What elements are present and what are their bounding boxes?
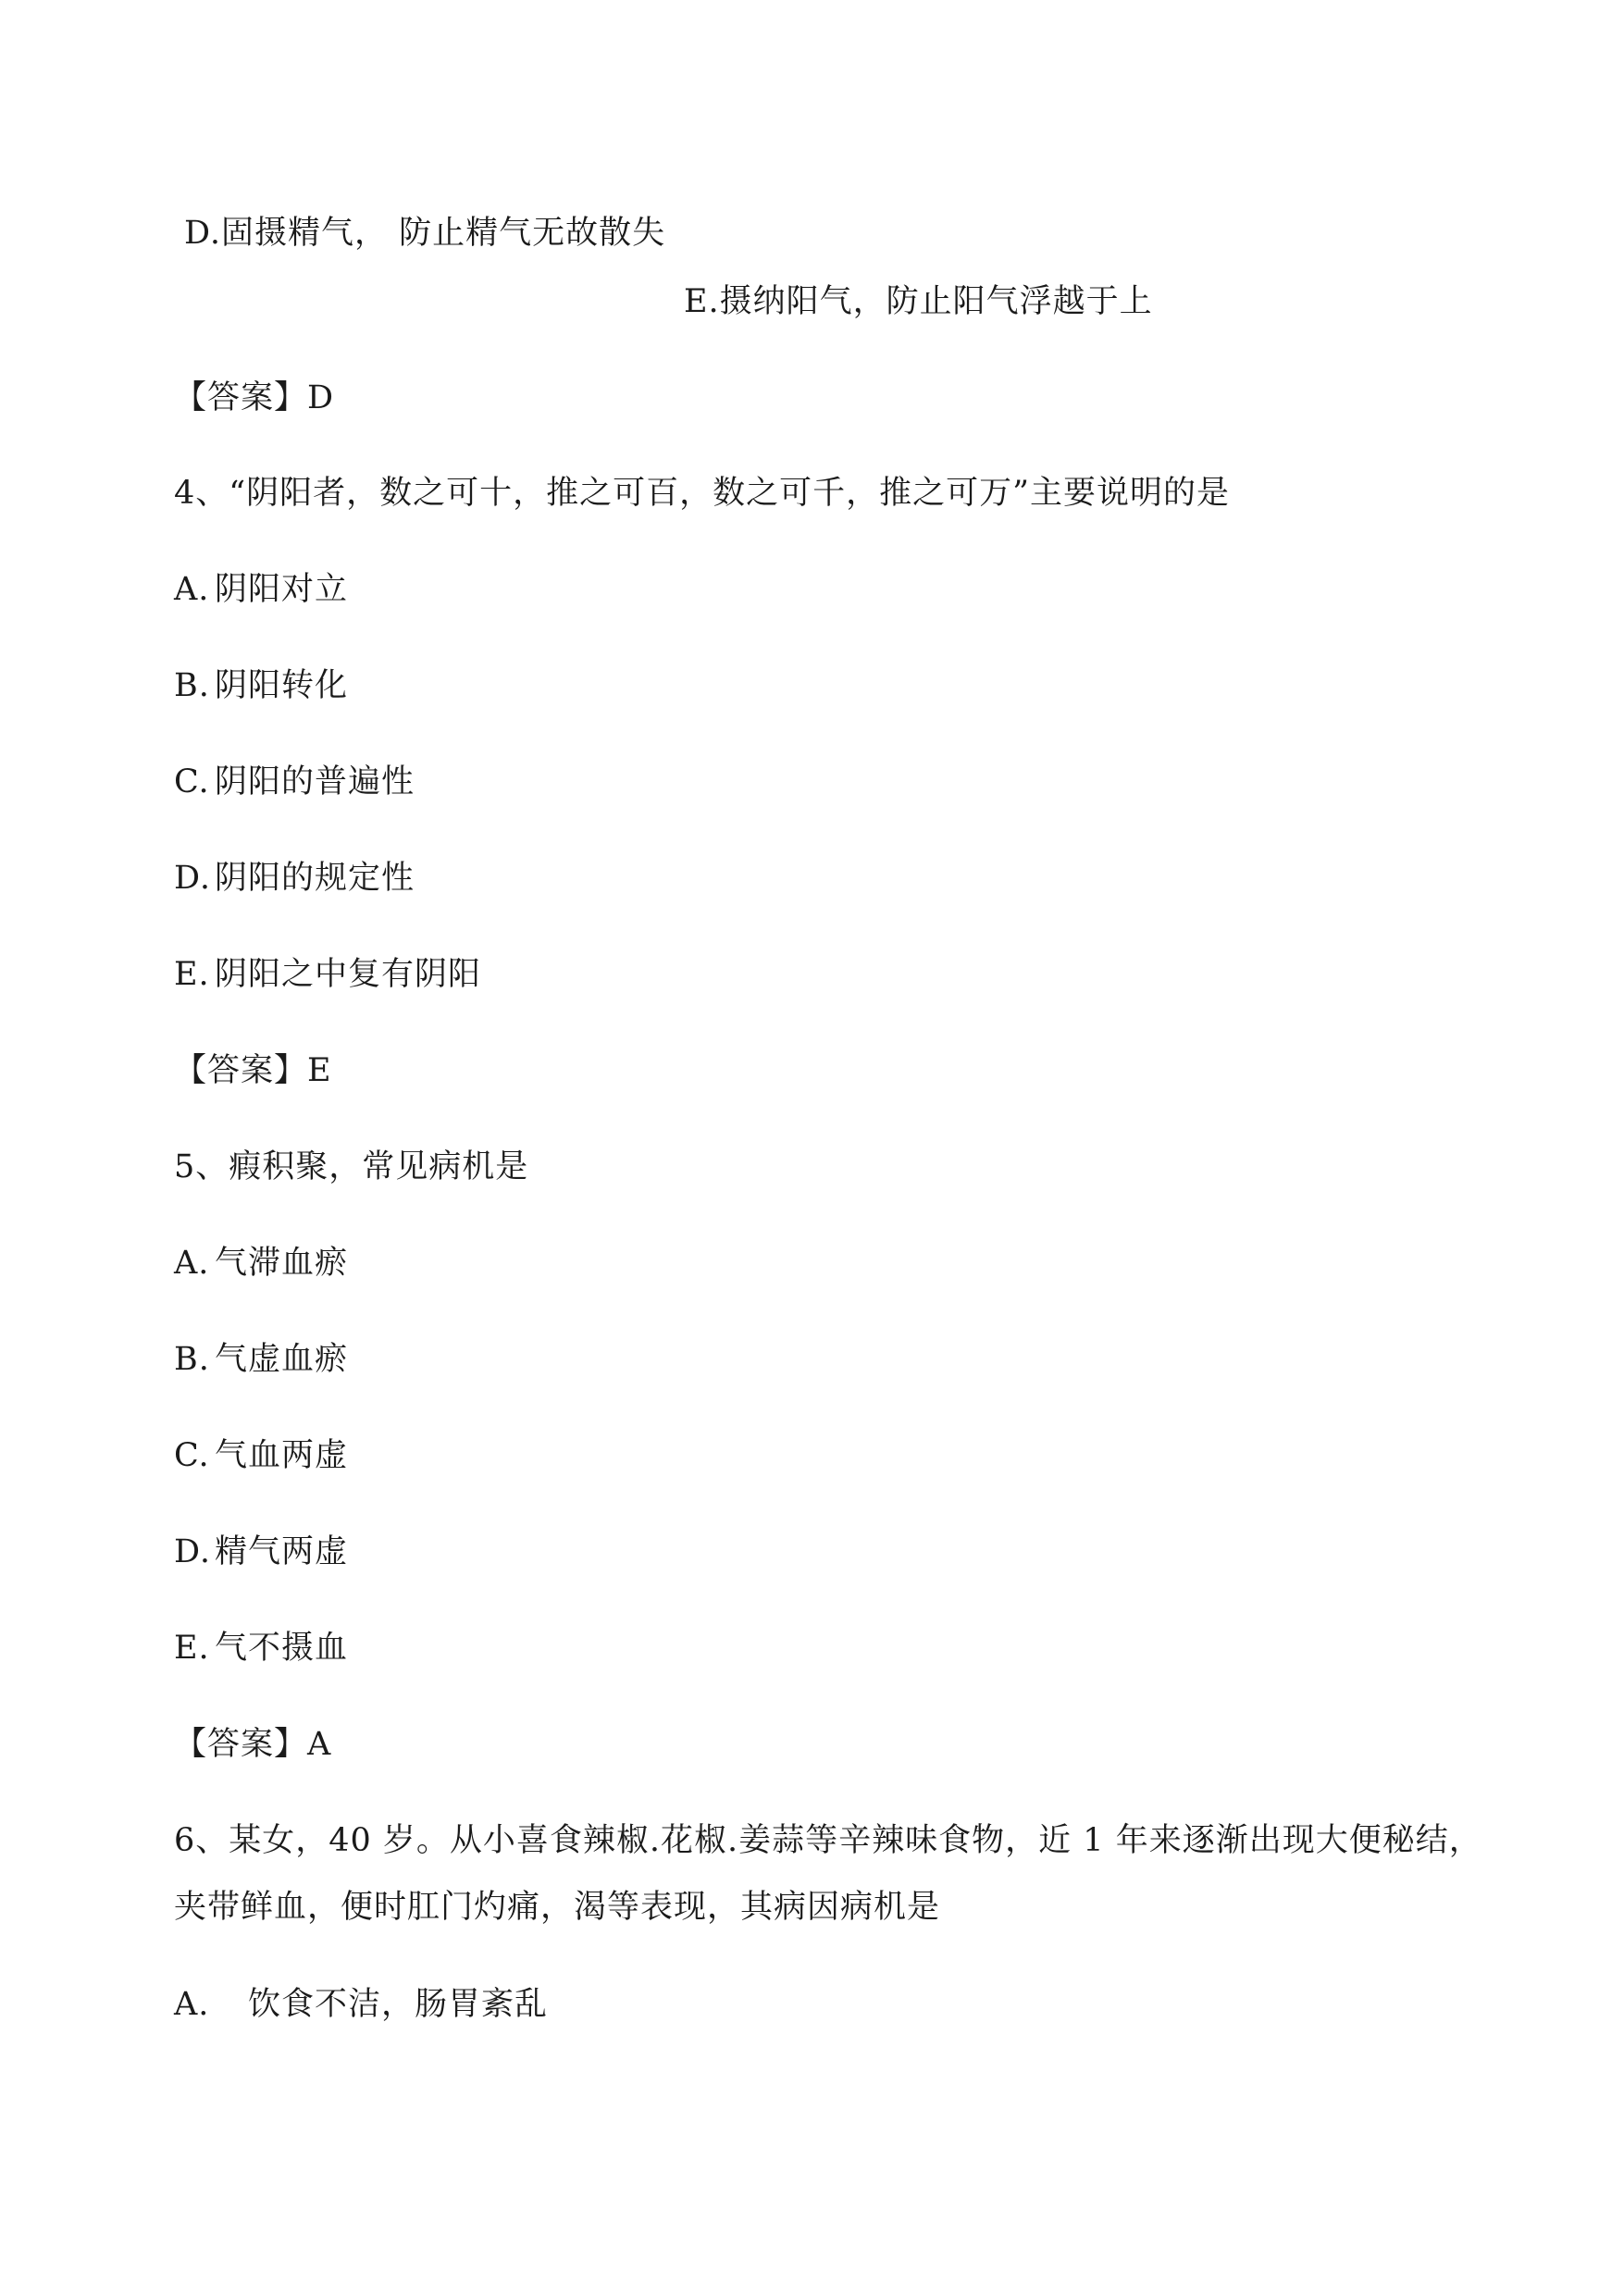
- option-text: 阴阳的普遍性: [215, 763, 415, 800]
- option-letter: C.: [174, 1437, 210, 1474]
- q5-option-a: [174, 1244, 348, 1283]
- option-text: 饮食不洁，肠胃紊乱: [248, 1986, 549, 2023]
- q5-option-c: [174, 1436, 348, 1475]
- option-letter: A.: [174, 571, 210, 608]
- q4-answer: 【答案】E: [174, 1052, 332, 1089]
- q6-stem-line-1: 6、某女，40 岁。从小喜食辣椒.花椒.姜蒜等辛辣味食物，近 1 年来逐渐出现大便秘结，: [174, 1822, 1482, 1859]
- option-letter: E.: [174, 1630, 210, 1667]
- option-text: 阴阳之中复有阴阳: [215, 956, 482, 993]
- option-text: 阴阳的规定性: [215, 860, 415, 897]
- option-letter: B.: [174, 1341, 210, 1378]
- option-letter: E.: [174, 956, 210, 993]
- option-letter: D.: [174, 1533, 211, 1570]
- option-text: 气滞血瘀: [215, 1245, 349, 1282]
- q4-option-c: [174, 763, 415, 801]
- q4-option-e: [174, 955, 481, 994]
- q5-stem: 5、瘕积聚，常见病机是: [174, 1148, 529, 1185]
- q4-stem: 4、“阴阳者，数之可十，推之可百，数之可千，推之可万”主要说明的是: [174, 475, 1231, 512]
- option-text: 气血两虚: [215, 1437, 349, 1474]
- q5-option-b: [174, 1340, 348, 1379]
- option-text: 气虚血瘀: [215, 1341, 349, 1378]
- q6-stem-line-2: 夹带鲜血，便时肛门灼痛，渴等表现，其病因病机是: [174, 1889, 941, 1926]
- option-letter: A.: [174, 1986, 210, 2023]
- q4-option-b: [174, 666, 348, 705]
- option-letter: A.: [174, 1245, 210, 1282]
- option-letter: B.: [174, 667, 210, 704]
- q5-option-d: [174, 1532, 348, 1571]
- q3-option-d: D.固摄精气， 防止精气无故散失: [184, 215, 666, 252]
- option-text: 气不摄血: [215, 1630, 349, 1667]
- option-text: 阴阳对立: [215, 571, 349, 608]
- option-letter: C.: [174, 763, 210, 800]
- q3-answer: 【答案】D: [174, 379, 335, 416]
- option-letter: D.: [174, 860, 211, 897]
- q4-option-d: [174, 859, 415, 898]
- q6-option-a: [174, 1985, 548, 2024]
- q5-answer: 【答案】A: [174, 1726, 332, 1763]
- option-text: 阴阳转化: [215, 667, 349, 704]
- option-text: 精气两虚: [215, 1533, 349, 1570]
- q4-option-a: [174, 570, 348, 609]
- q5-option-e: [174, 1629, 348, 1668]
- q3-option-e: E.摄纳阳气，防止阳气浮越于上: [684, 283, 1153, 320]
